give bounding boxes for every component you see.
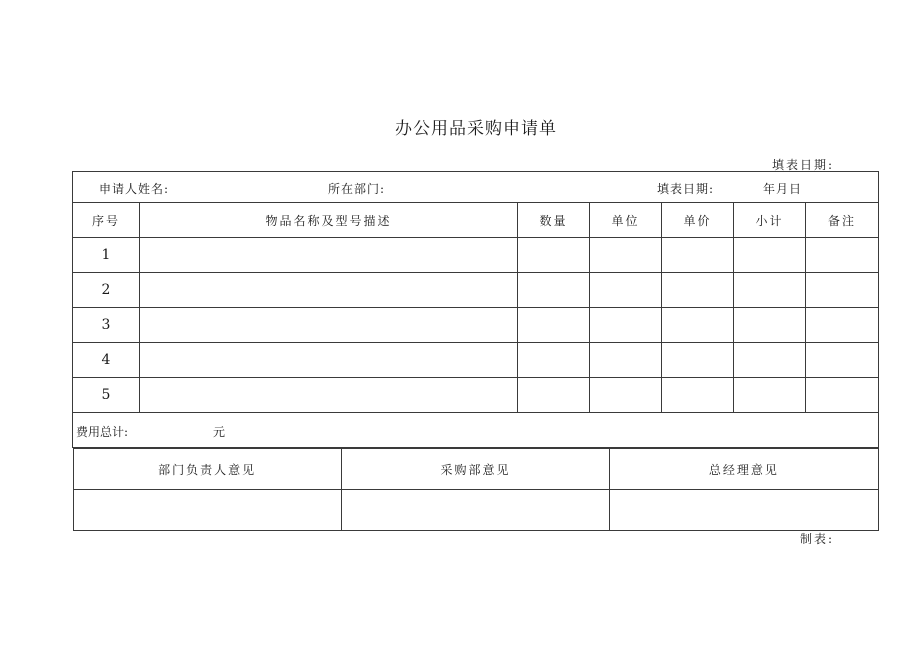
header-seq: 序号 (73, 203, 140, 238)
remark-cell[interactable] (806, 378, 879, 413)
remark-cell[interactable] (806, 308, 879, 343)
quantity-cell[interactable] (518, 273, 590, 308)
header-unit: 单位 (590, 203, 662, 238)
purchasing-opinion-label: 采购部意见 (341, 449, 609, 490)
unit-price-cell[interactable] (662, 238, 734, 273)
opinion-header-row (73, 449, 878, 490)
header-item-name: 物品名称及型号描述 (140, 203, 518, 238)
quantity-cell[interactable] (518, 308, 590, 343)
unit-cell[interactable] (590, 378, 662, 413)
date-suffix: 年月日 (763, 182, 803, 196)
table-header-row (73, 203, 879, 238)
unit-price-cell[interactable] (662, 308, 734, 343)
header-unit-price: 单价 (662, 203, 734, 238)
fill-date-label-top: 填表日期: (771, 158, 834, 172)
item-name-cell[interactable] (140, 308, 518, 343)
row-number: 5 (73, 378, 140, 413)
gm-opinion-label: 总经理意见 (610, 449, 878, 490)
subtotal-cell[interactable] (734, 273, 806, 308)
unit-cell[interactable] (590, 343, 662, 378)
header-subtotal: 小计 (734, 203, 806, 238)
purchase-request-table (72, 171, 879, 531)
applicant-info-row (73, 172, 879, 203)
quantity-cell[interactable] (518, 343, 590, 378)
row-number: 3 (73, 308, 140, 343)
header-quantity: 数量 (518, 203, 590, 238)
subtotal-cell[interactable] (734, 343, 806, 378)
item-name-cell[interactable] (140, 273, 518, 308)
opinion-section (73, 448, 879, 532)
remark-cell[interactable] (806, 273, 879, 308)
total-unit: 元 (213, 425, 226, 439)
header-remark: 备注 (806, 203, 879, 238)
subtotal-cell[interactable] (734, 308, 806, 343)
opinion-body-row (73, 490, 878, 531)
applicant-info-cell (73, 172, 879, 203)
dept-head-opinion-field[interactable] (73, 490, 341, 531)
unit-price-cell[interactable] (662, 273, 734, 308)
table-row (73, 343, 879, 378)
department-label: 所在部门: (328, 182, 386, 196)
quantity-cell[interactable] (518, 238, 590, 273)
total-cell[interactable] (73, 413, 879, 448)
table-row (73, 378, 879, 413)
table-row (73, 238, 879, 273)
quantity-cell[interactable] (518, 378, 590, 413)
remark-cell[interactable] (806, 238, 879, 273)
row-number: 2 (73, 273, 140, 308)
fill-date-label: 填表日期: (657, 182, 715, 196)
unit-cell[interactable] (590, 273, 662, 308)
item-name-cell[interactable] (140, 378, 518, 413)
row-number: 4 (73, 343, 140, 378)
unit-price-cell[interactable] (662, 378, 734, 413)
subtotal-cell[interactable] (734, 238, 806, 273)
unit-cell[interactable] (590, 238, 662, 273)
item-name-cell[interactable] (140, 238, 518, 273)
unit-price-cell[interactable] (662, 343, 734, 378)
total-row (73, 413, 879, 448)
table-row (73, 308, 879, 343)
table-row (73, 273, 879, 308)
total-label: 费用总计: (76, 425, 129, 439)
opinion-section-cell (73, 448, 879, 532)
remark-cell[interactable] (806, 343, 879, 378)
applicant-name-label: 申请人姓名: (99, 182, 170, 196)
gm-opinion-field[interactable] (610, 490, 878, 531)
subtotal-cell[interactable] (734, 378, 806, 413)
opinion-table (73, 448, 879, 531)
unit-cell[interactable] (590, 308, 662, 343)
item-name-cell[interactable] (140, 343, 518, 378)
maker-label: 制表: (799, 532, 834, 546)
purchasing-opinion-field[interactable] (341, 490, 609, 531)
form-title: 办公用品采购申请单 (395, 119, 557, 139)
dept-head-opinion-label: 部门负责人意见 (73, 449, 341, 490)
row-number: 1 (73, 238, 140, 273)
